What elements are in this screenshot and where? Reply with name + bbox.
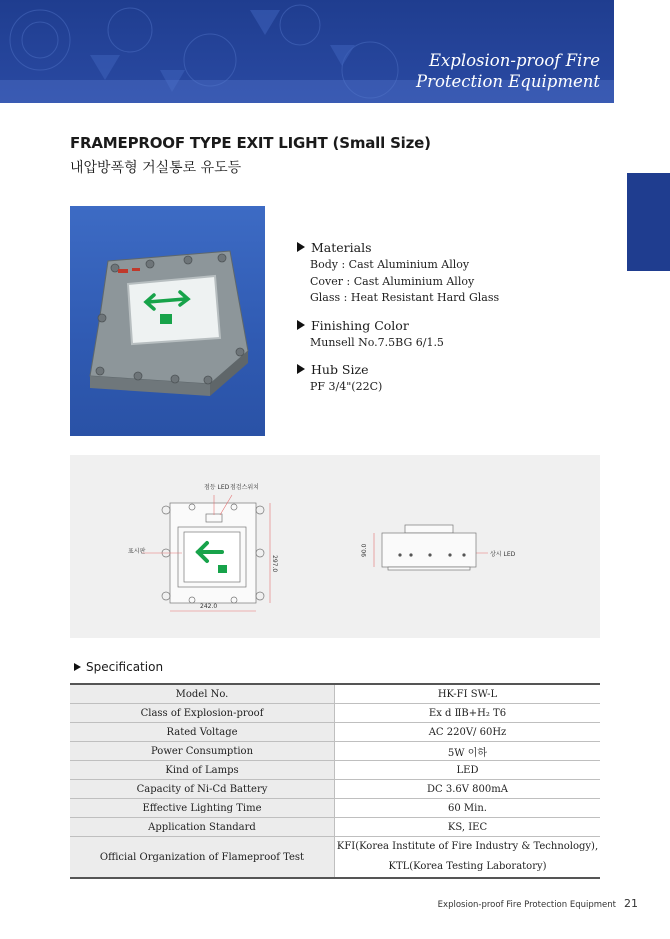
triangle-bullet-icon	[297, 364, 305, 374]
page-footer	[438, 897, 638, 910]
exit-light-illustration	[70, 206, 265, 436]
test-org-line2: KTL(Korea Testing Laboratory)	[388, 861, 547, 872]
drawing-svg	[70, 455, 600, 638]
product-photo	[70, 206, 265, 436]
technical-drawing	[70, 455, 600, 638]
product-title-ko: 내압방폭형 거실통로 유도등	[70, 160, 242, 176]
table-row: Rated Voltage AC 220V/ 60Hz	[70, 723, 600, 742]
triangle-bullet-icon	[297, 320, 305, 330]
table-row: Application Standard KS, IEC	[70, 818, 600, 837]
label-side-led: 상시 LED	[490, 551, 516, 558]
table-row: Power Consumption 5W 이하	[70, 742, 600, 761]
materials-body: Body : Cast Aluminium Alloy	[310, 258, 470, 271]
hub-heading: Hub Size	[311, 362, 369, 377]
table-row: Capacity of Ni-Cd Battery DC 3.6V 800mA	[70, 780, 600, 799]
specification-table	[70, 683, 600, 879]
table-row: Class of Explosion-proof Ex d ⅡB+H₂ T6	[70, 704, 600, 723]
hub-value: PF 3/4"(22C)	[310, 380, 383, 393]
page-number: 21	[624, 897, 638, 910]
dim-height: 297.0	[271, 555, 278, 573]
table-row: Effective Lighting Time 60 Min.	[70, 799, 600, 818]
product-title-en: FRAMEPROOF TYPE EXIT LIGHT (Small Size)	[70, 134, 431, 152]
finishing-value: Munsell No.7.5BG 6/1.5	[310, 335, 444, 349]
label-sign: 표시판	[128, 548, 146, 555]
finishing-group	[297, 316, 499, 352]
table-row: Model No. HK-FI SW-L	[70, 684, 600, 704]
label-led: 점등 LED	[204, 484, 230, 491]
test-org-line1: KFI(Korea Institute of Fire Industry & Technology),	[336, 841, 599, 852]
banner-title-line2: Protection Equipment	[415, 72, 600, 91]
specification-heading: Specification	[74, 660, 163, 674]
banner-title	[416, 50, 600, 92]
materials-cover: Cover : Cast Aluminium Alloy	[310, 274, 475, 288]
label-switch: 점검스위치	[230, 484, 259, 491]
materials-heading: Materials	[311, 240, 372, 255]
dim-width: 242.0	[200, 603, 218, 610]
table-row: Official Organization of Flameproof Test KFI(Korea Institute of Fire Industry & Technology), KTL(Korea Testing Laboratory)	[70, 837, 600, 879]
footer-text: Explosion-proof Fire Protection Equipment	[437, 900, 616, 910]
hub-group	[297, 360, 499, 396]
triangle-bullet-icon	[74, 663, 81, 671]
banner-title-line1: Explosion-proof Fire	[428, 51, 600, 70]
dim-depth: 90.0	[361, 543, 368, 557]
table-row: Kind of Lamps LED	[70, 761, 600, 780]
header-banner	[0, 0, 614, 103]
triangle-bullet-icon	[297, 242, 305, 252]
specs-block	[297, 238, 499, 405]
materials-glass: Glass : Heat Resistant Hard Glass	[310, 291, 500, 304]
materials-group	[297, 238, 499, 307]
side-tab	[627, 173, 670, 271]
finishing-heading: Finishing Color	[311, 317, 409, 333]
